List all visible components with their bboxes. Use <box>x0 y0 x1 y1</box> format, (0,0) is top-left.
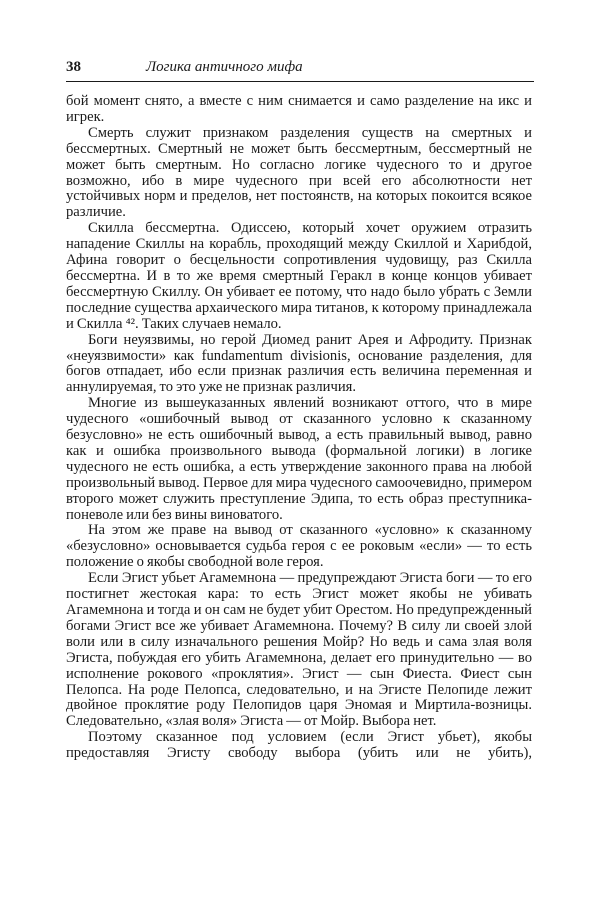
paragraph: На этом же праве на вывод от сказанного «условно» к сказанному «безусловно» основывается судьба героя с ее роковым «если» — то есть положение о якобы свободной воле героя. <box>66 522 532 571</box>
running-title: Логика античного мифа <box>146 59 303 75</box>
paragraph: Скилла бессмертна. Одиссею, который хочет оружием отразить нападение Скиллы на корабль, проходящий между Скиллой и Харибдой, Афина говорит о бесцельности сопротивления чудовищу, раз Скилла бессмертна. И в то же время смертный Геракл в конце концов убивает бессмертную Скиллу. Он убивает ее потому, что надо было убрать с Земли последние существа архаического мира титанов, к которому принадлежала и Скилла ⁴². Таких случаев немало. <box>66 220 532 332</box>
page-number: 38 <box>66 59 81 75</box>
paragraph: Поэтому сказанное под условием (если Эгист убьет), якобы предоставляя Эгисту свободу выбора (убить или не убить), <box>66 729 532 762</box>
header-rule <box>66 81 534 82</box>
body-text <box>66 94 532 762</box>
page-header <box>66 55 534 81</box>
paragraph: Если Эгист убьет Агамемнона — предупреждают Эгиста боги — то его постигнет жестокая кара: то есть Эгист может якобы не убивать Агамемнона и тогда и он сам не будет убит Орестом. Но предупрежденный богами Эгист все же убивает Агамемнона. Почему? В силу ли своей злой воли или в силу изначального решения Мойр? Но ведь и сама злая воля Эгиста, побуждая его убить Агамемнона, делает его принудительно — во исполнение рокового «проклятия». Эгист — сын Фиеста. Фиест сын Пелопса. На роде Пелопса, следовательно, и на Эгисте Пелопиде лежит двойное проклятие роду Пелопидов царя Эномая и Миртила-возницы. Следовательно, «злая воля» Эгиста — от Мойр. Выбора нет. <box>66 570 532 730</box>
paragraph: бой момент снято, а вместе с ним снимается и само разделение на икс и игрек. <box>66 93 532 125</box>
paragraph: Смерть служит признаком разделения существ на смертных и бессмертных. Смертный не может быть бессмертным, бессмертный не может быть смертным. Но согласно логике чудесного то и другое возможно, ибо в мире чудесного при всей его абсолютности нет устойчивых норм и пределов, нет постоянств, на которых покоится всякое различие. <box>66 124 532 221</box>
paragraph: Боги неуязвимы, но герой Диомед ранит Арея и Афродиту. Признак «неуязвимости» как fundamentum divisionis, основание разделения, для богов отпадает, ибо если признак различия есть величина переменная и аннулируемая, то это уже не признак различия. <box>66 331 532 396</box>
paragraph: Многие из вышеуказанных явлений возникают оттого, что в мире чудесного «ошибочный вывод от сказанного условно к сказанному безусловно» не есть ошибочный вывод, а есть правильный вывод, равно как и ошибка произвольного вывода (формальной логики) в логике чудесного не есть ошибка, а есть утверждение законного права на любой произвольный вывод. Первое для мира чудесного самоочевидно, примером второго может служить преступление Эдипа, то есть образ преступника-поневоле или без вины виноватого. <box>66 395 532 523</box>
